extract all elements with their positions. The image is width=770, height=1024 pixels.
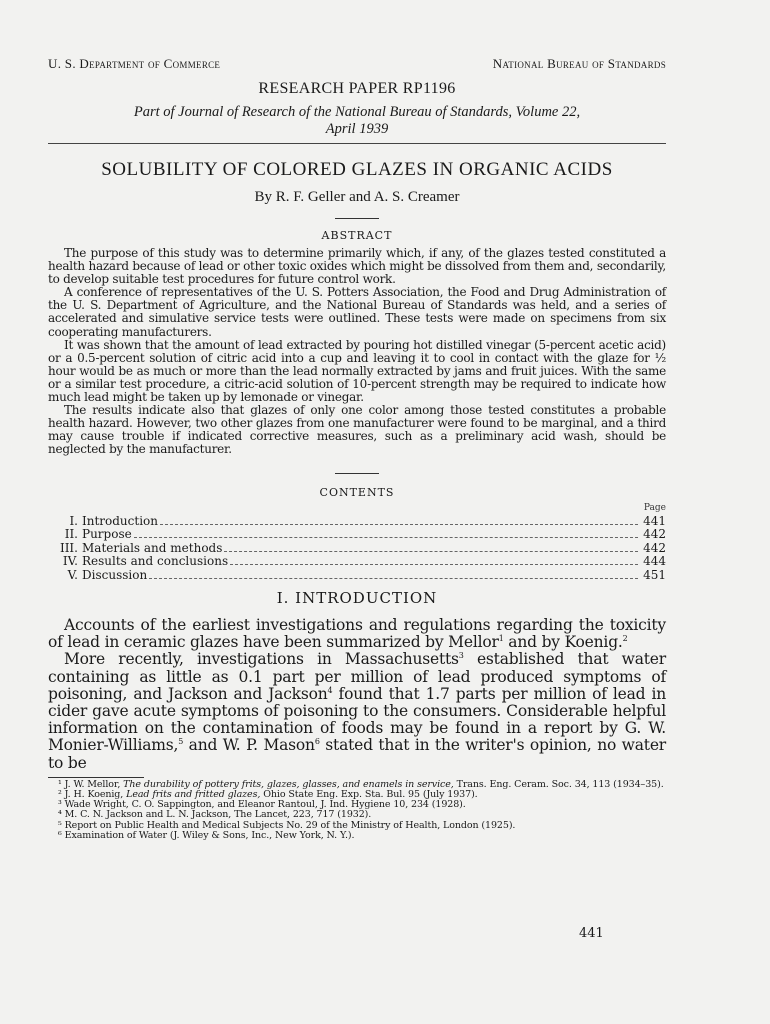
abstract bbox=[48, 247, 666, 457]
abstract-paragraph: The results indicate also that glazes of only one color among those tested constitutes a probable health hazard. However, two other glazes from one manufacturer were found to be marginal, and a third may cause trouble if indicated corrective measures, such as a preliminary acid wash, should be neglected by the manufacturer. bbox=[48, 403, 666, 457]
header-rule bbox=[48, 143, 666, 144]
divider bbox=[335, 473, 379, 474]
toc-page: 451 bbox=[643, 567, 666, 582]
toc-leader bbox=[149, 578, 638, 579]
footnote: ¹ J. W. Mellor, The durability of pottery frits, glazes, glasses, and enamels in service, Trans. Eng. Ceram. Soc. 34, 113 (1934–35). bbox=[58, 778, 664, 790]
footnote-ref: 5 bbox=[178, 737, 184, 747]
toc-title: Discussion bbox=[82, 567, 148, 582]
toc-number: V. bbox=[67, 567, 78, 582]
header-left: U. S. Department of Commerce bbox=[48, 56, 221, 71]
footnote: ² J. H. Koenig, Lead frits and fritted glazes, Ohio State Eng. Exp. Sta. Bul. 95 (July 1937). bbox=[58, 789, 478, 801]
toc-item bbox=[48, 528, 666, 542]
toc-page: 441 bbox=[643, 513, 666, 528]
toc-item bbox=[48, 555, 666, 569]
toc-page: 442 bbox=[643, 527, 666, 541]
toc-title: Materials and methods bbox=[82, 540, 223, 555]
footnote-rule bbox=[48, 777, 144, 778]
toc-item bbox=[48, 542, 666, 556]
footnote-ref: 2 bbox=[622, 634, 628, 644]
toc-item bbox=[48, 515, 666, 529]
footnote-ref: 3 bbox=[458, 651, 464, 661]
running-header bbox=[48, 56, 666, 74]
toc-number: I. bbox=[69, 513, 78, 528]
divider bbox=[335, 218, 379, 219]
abstract-paragraph: It was shown that the amount of lead extracted by pouring hot distilled vinegar (5-percent acetic acid) or a 0.5-percent solution of citric acid into a cup and leaving it to cool in contact with the glaze for ½ hour would be as much or more than the lead normally extracted by jams and fruit juices. With the same or a similar test procedure, a citric-acid solution of 10-percent strength may be required to indicate how much lead might be taken up by lemonade or vinegar. bbox=[48, 337, 666, 405]
toc-title: Results and conclusions bbox=[82, 554, 229, 568]
toc-title: Purpose bbox=[82, 527, 132, 541]
toc-leader bbox=[230, 564, 638, 565]
body-paragraph: Accounts of the earliest investigations and regulations regarding the toxicity of lead in ceramic glazes have been summarized by Mellor$^1$ and by Koenig.$^2$ bbox=[48, 616, 666, 652]
authors: By R. F. Geller and A. S. Creamer bbox=[254, 189, 460, 205]
toc-page: 444 bbox=[643, 554, 666, 568]
page-number: 441 bbox=[579, 926, 604, 941]
paper-title: SOLUBILITY OF COLORED GLAZES IN ORGANIC ACIDS bbox=[101, 159, 613, 180]
footnote: ⁵ Report on Public Health and Medical Subjects No. 29 of the Ministry of Health, London (1925). bbox=[58, 819, 516, 831]
toc-number: III. bbox=[59, 540, 78, 555]
toc-leader bbox=[160, 524, 638, 525]
abstract-heading: ABSTRACT bbox=[321, 229, 393, 242]
footnote: ⁴ M. C. N. Jackson and L. N. Jackson, The Lancet, 223, 717 (1932). bbox=[58, 809, 372, 821]
section-heading: I. INTRODUCTION bbox=[276, 589, 438, 607]
footnote-ref: 1 bbox=[498, 634, 504, 644]
abstract-paragraph: A conference of representatives of the U. S. Potters Association, the Food and Drug Administration of the U. S. Department of Agriculture, and the National Bureau of Standards was held, and a series of accelerated and simulative service tests were outlined. These tests were made on specimens from six cooperating manufacturers. bbox=[48, 285, 666, 339]
toc-leader bbox=[224, 551, 638, 552]
toc-page: 442 bbox=[643, 540, 666, 555]
toc-number: II. bbox=[64, 527, 78, 541]
journal-line-2: April 1939 bbox=[325, 121, 389, 137]
abstract-paragraph: The purpose of this study was to determine primarily which, if any, of the glazes tested constituted a health hazard because of lead or other toxic oxides which might be dissolved from them and, secondarily, to develop suitable test procedures for future control work. bbox=[48, 246, 666, 287]
journal-line-1: Part of Journal of Research of the National Bureau of Standards, Volume 22, bbox=[133, 104, 581, 120]
page bbox=[48, 56, 666, 841]
footnote: ⁶ Examination of Water (J. Wiley & Sons, Inc., New York, N. Y.). bbox=[58, 829, 355, 841]
toc-item bbox=[48, 569, 666, 583]
table-of-contents bbox=[48, 503, 666, 583]
footnote-ref: 6 bbox=[314, 737, 320, 747]
toc-page-label: Page bbox=[643, 502, 666, 513]
footnote-ref: 4 bbox=[327, 685, 333, 695]
header-right: National Bureau of Standards bbox=[492, 56, 666, 71]
footnotes bbox=[48, 780, 666, 841]
research-paper-number: RESEARCH PAPER RP1196 bbox=[258, 80, 456, 97]
contents-heading: CONTENTS bbox=[319, 485, 395, 499]
section-body bbox=[48, 617, 666, 772]
toc-leader bbox=[134, 537, 638, 538]
toc-title: Introduction bbox=[82, 513, 158, 528]
body-paragraph: More recently, investigations in Massachusetts$^3$ established that water containing as little as 0.1 part per million of lead produced symptoms of poisoning, and Jackson and Jackson$^4$ found that 1.7 parts per million of lead in cider gave acute symptoms of poisoning to the consumers. Considerable helpful information on the contamination of foods may be found in a report by G. W. Monier-Williams,$^5$ and W. P. Mason$^6$ stated that in the writer's opinion, no water to be bbox=[48, 650, 667, 772]
footnote: ³ Wade Wright, C. O. Sappington, and Eleanor Rantoul, J. Ind. Hygiene 10, 234 (1928). bbox=[58, 799, 466, 811]
toc-number: IV. bbox=[62, 554, 78, 568]
journal-citation bbox=[48, 104, 666, 138]
